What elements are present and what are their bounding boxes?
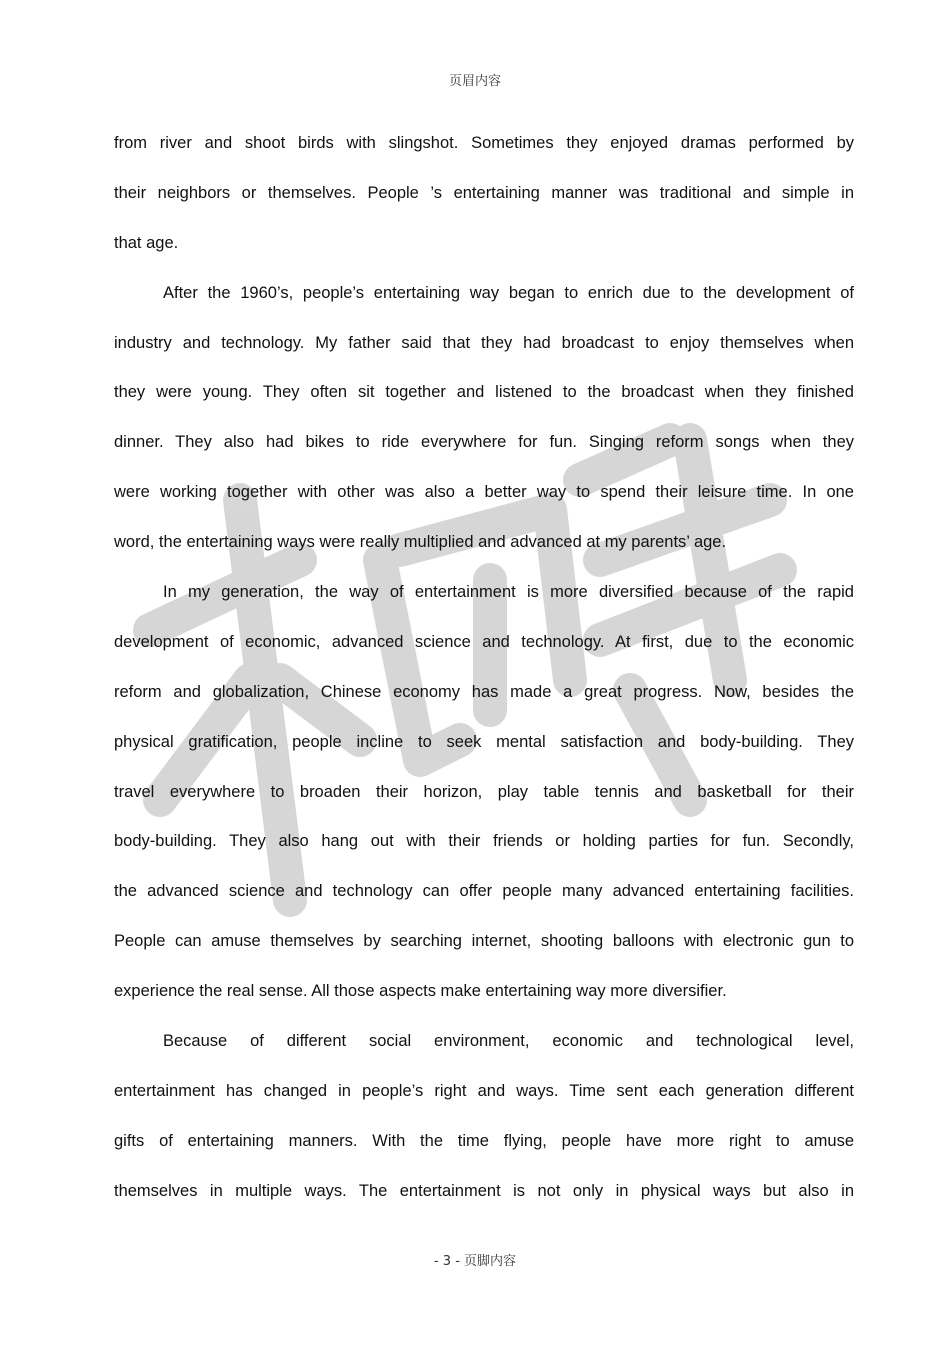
text-line: dinner. They also had bikes to ride everywhere for fun. Singing reform songs when they [114, 433, 854, 452]
text-line: that age. [114, 233, 179, 252]
text-line: travel everywhere to broaden their horizon, play table tennis and basketball for their [114, 782, 854, 801]
text-line: gifts of entertaining manners. With the time flying, people have more right to amuse [114, 1131, 854, 1150]
text-line: development of economic, advanced science and technology. At first, due to the economic [114, 632, 854, 651]
text-line: In my generation, the way of entertainment is more diversified because of the rapid [163, 583, 854, 602]
text-line: were working together with other was also a better way to spend their leisure time. In one [114, 483, 854, 502]
text-line: from river and shoot birds with slingshot. Sometimes they enjoyed dramas performed by [114, 134, 854, 152]
text-line: After the 1960’s, people’s entertaining way began to enrich due to the development of [163, 283, 854, 302]
text-line: body-building. They also hang out with their friends or holding parties for fun. Secondly, [114, 832, 854, 851]
text-line: reform and globalization, Chinese economy has made a great progress. Now, besides the [114, 682, 854, 701]
text-line: experience the real sense. All those aspects make entertaining way more diversifier. [114, 982, 727, 1001]
text-line: their neighbors or themselves. People ’s entertaining manner was traditional and simple in [114, 183, 854, 202]
page-header: 页眉内容 [448, 74, 501, 89]
page-footer: - 3 - 页脚内容 [433, 1254, 517, 1269]
text-line: People can amuse themselves by searching internet, shooting balloons with electronic gun to [114, 932, 854, 951]
text-line: industry and technology. My father said that they had broadcast to enjoy themselves when [114, 333, 854, 352]
text-line: word, the entertaining ways were really multiplied and advanced at my parents’ age. [114, 533, 727, 552]
body-text [114, 128, 854, 1226]
text-line: physical gratification, people incline to seek mental satisfaction and body-building. They [114, 732, 854, 751]
text-line: entertainment has changed in people’s right and ways. Time sent each generation different [114, 1081, 854, 1100]
text-line: themselves in multiple ways. The entertainment is not only in physical ways but also in [114, 1181, 854, 1200]
text-line: the advanced science and technology can offer people many advanced entertaining facilities. [114, 882, 854, 901]
text-line: Because of different social environment, economic and technological level, [163, 1032, 854, 1051]
text-line: they were young. They often sit together and listened to the broadcast when they finished [114, 383, 854, 402]
